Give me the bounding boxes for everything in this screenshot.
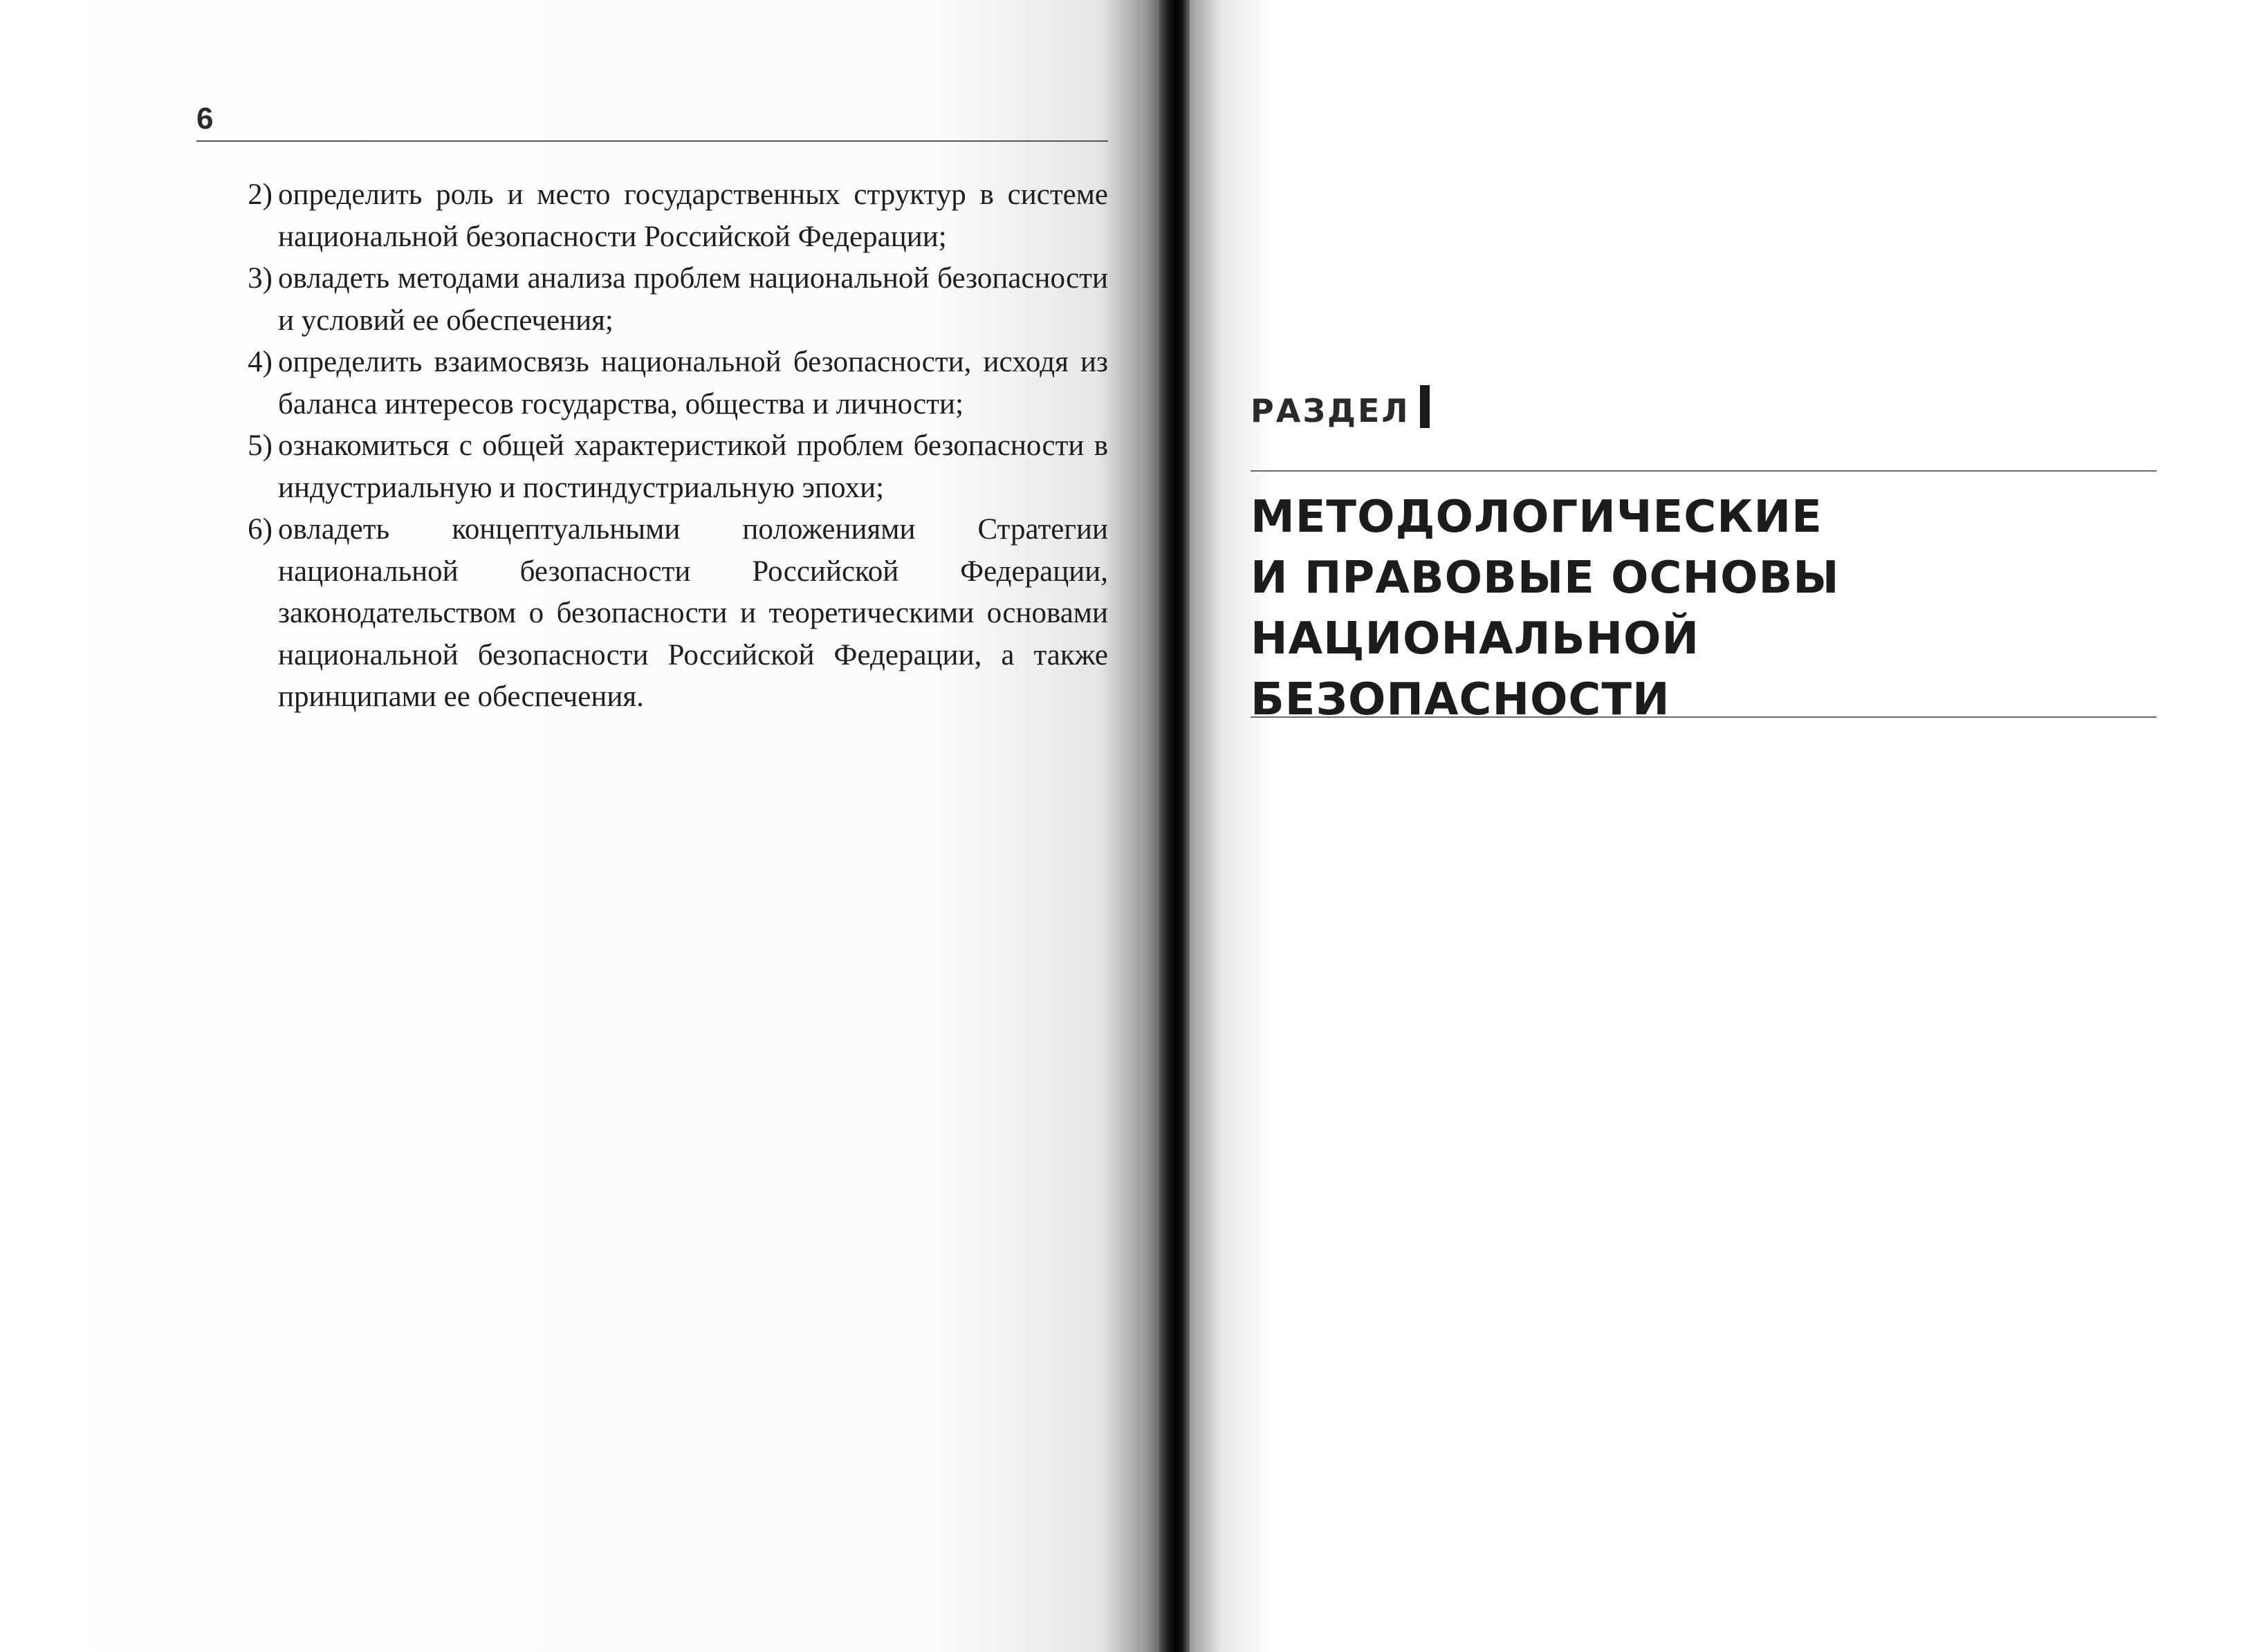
section-title-line: БЕЗОПАСНОСТИ (1251, 674, 1670, 725)
list-item-number: 2) (248, 178, 273, 211)
list-item-text: ознакомиться с общей характеристикой проблем безопасности в индустриальную и постиндустриальную эпохи; (278, 429, 1108, 504)
book-spine-shadow (1159, 0, 1190, 1652)
section-title-line: МЕТОДОЛОГИЧЕСКИЕ (1251, 492, 1823, 543)
list-item-number: 5) (248, 429, 273, 462)
section-title-line: НАЦИОНАЛЬНОЙ (1251, 613, 1699, 665)
title-rule-bottom (1251, 716, 2157, 718)
list-item-number: 6) (248, 513, 273, 546)
list-item (196, 174, 1108, 258)
header-rule (196, 140, 1108, 142)
page-number: 6 (196, 102, 214, 136)
list-item-number: 4) (248, 346, 273, 378)
right-page (1190, 0, 2250, 1652)
list-item (196, 509, 1108, 718)
list-item-text: определить взаимосвязь национальной безопасности, исходя из баланса интересов государства, общества и личности; (278, 346, 1108, 420)
title-rule-top (1251, 470, 2157, 472)
list-item (196, 342, 1108, 425)
list-item (196, 258, 1108, 342)
list-item-text: овладеть методами анализа проблем национальной безопасности и условий ее обеспечения; (278, 262, 1108, 337)
list-item-text: овладеть концептуальными положениями Стратегии национальной безопасности Российской Федерации, законодательством о безопасности и теоретическими основами национальной безопасности Российской Федерации, а также принципами ее обеспечения. (278, 513, 1108, 713)
section-number (1420, 385, 1430, 428)
section-word: РАЗДЕЛ (1251, 392, 1410, 429)
list-item-text: определить роль и место государственных структур в системе национальной безопасности Российской Федерации; (278, 178, 1108, 253)
list-item (196, 425, 1108, 509)
list-item-number: 3) (248, 262, 273, 295)
goal-list (196, 174, 1108, 718)
section-title (1251, 487, 2157, 730)
section-label (1251, 384, 1430, 427)
section-title-line: И ПРАВОВЫЕ ОСНОВЫ (1251, 553, 1840, 604)
